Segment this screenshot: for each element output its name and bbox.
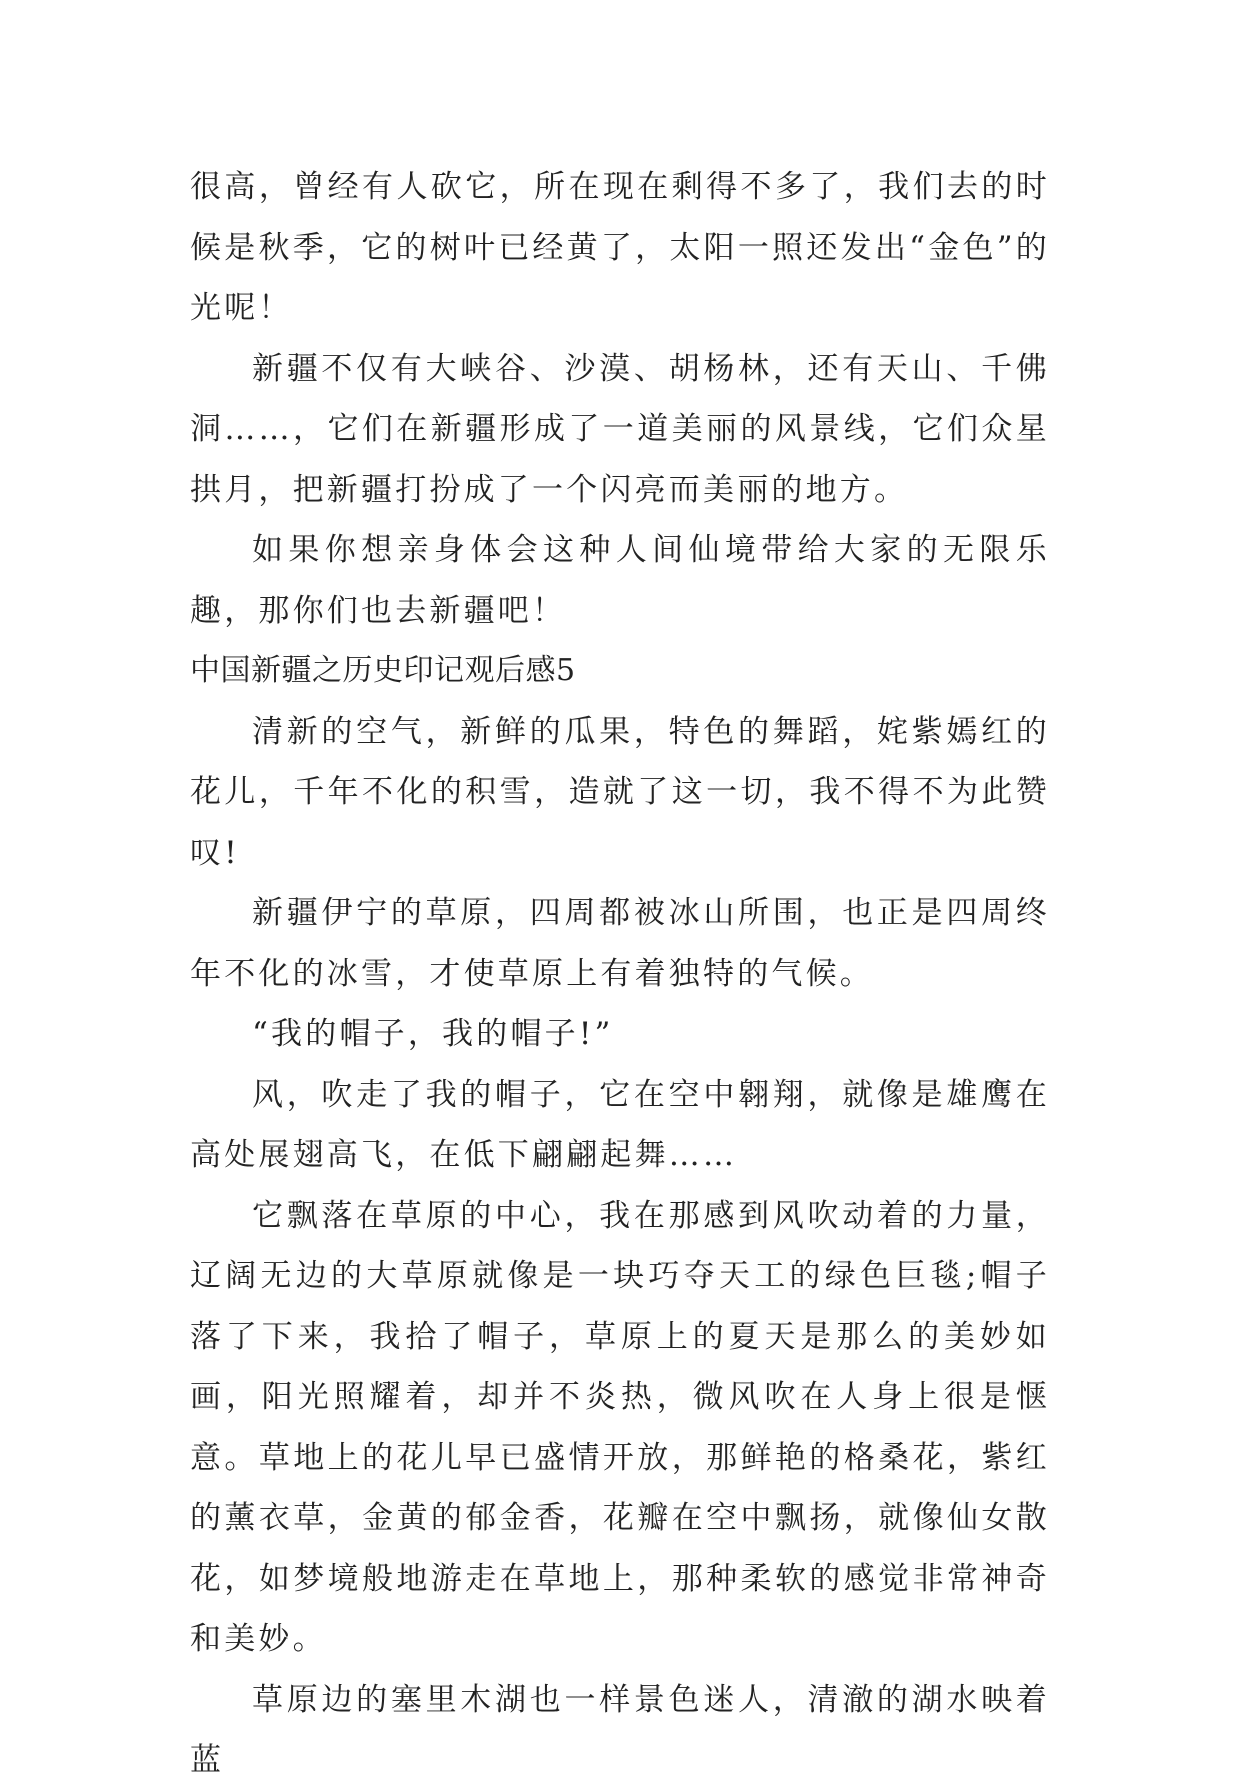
- paragraph: 新疆不仅有大峡谷、沙漠、胡杨林，还有天山、千佛洞……，它们在新疆形成了一道美丽的风景线，它们众星拱月，把新疆打扮成了一个闪亮而美丽的地方。: [190, 350, 1050, 508]
- paragraph: 新疆伊宁的草原，四周都被冰山所围，也正是四周终年不化的冰雪，才使草原上有着独特的气候。: [190, 895, 1050, 992]
- paragraph-quote: “我的帽子，我的帽子!”: [252, 1016, 614, 1052]
- paragraph-continued: 很高，曾经有人砍它，所在现在剩得不多了，我们去的时候是秋季，它的树叶已经黄了，太阳一照还发出“金色”的光呢！: [190, 169, 1050, 326]
- paragraph: 清新的空气，新鲜的瓜果，特色的舞蹈，姹紫嫣红的花儿，千年不化的积雪，造就了这一切，我不得不为此赞叹!: [190, 713, 1050, 871]
- paragraph: 如果你想亲身体会这种人间仙境带给大家的无限乐趣，那你们也去新疆吧！: [190, 532, 1050, 629]
- section-heading: 中国新疆之历史印记观后感5: [190, 653, 576, 688]
- paragraph-truncated: 草原边的塞里木湖也一样景色迷人，清澈的湖水映着蓝: [190, 1681, 1050, 1778]
- paragraph: 它飘落在草原的中心，我在那感到风吹动着的力量，辽阔无边的大草原就像是一块巧夺天工的绿色巨毯;帽子落了下来，我拾了帽子，草原上的夏天是那么的美妙如画，阳光照耀着，却并不炎热，微风吹在人身上很是惬意。草地上的花儿早已盛情开放，那鲜艳的格桑花，紫红的薰衣草，金黄的郁金香，花瓣在空中飘扬，就像仙女散花，如梦境般地游走在草地上，那种柔软的感觉非常神奇和美妙。: [190, 1197, 1050, 1657]
- document-body: [190, 157, 1050, 1791]
- paragraph: 风，吹走了我的帽子，它在空中翱翔，就像是雄鹰在高处展翅高飞，在低下翩翩起舞……: [190, 1076, 1050, 1173]
